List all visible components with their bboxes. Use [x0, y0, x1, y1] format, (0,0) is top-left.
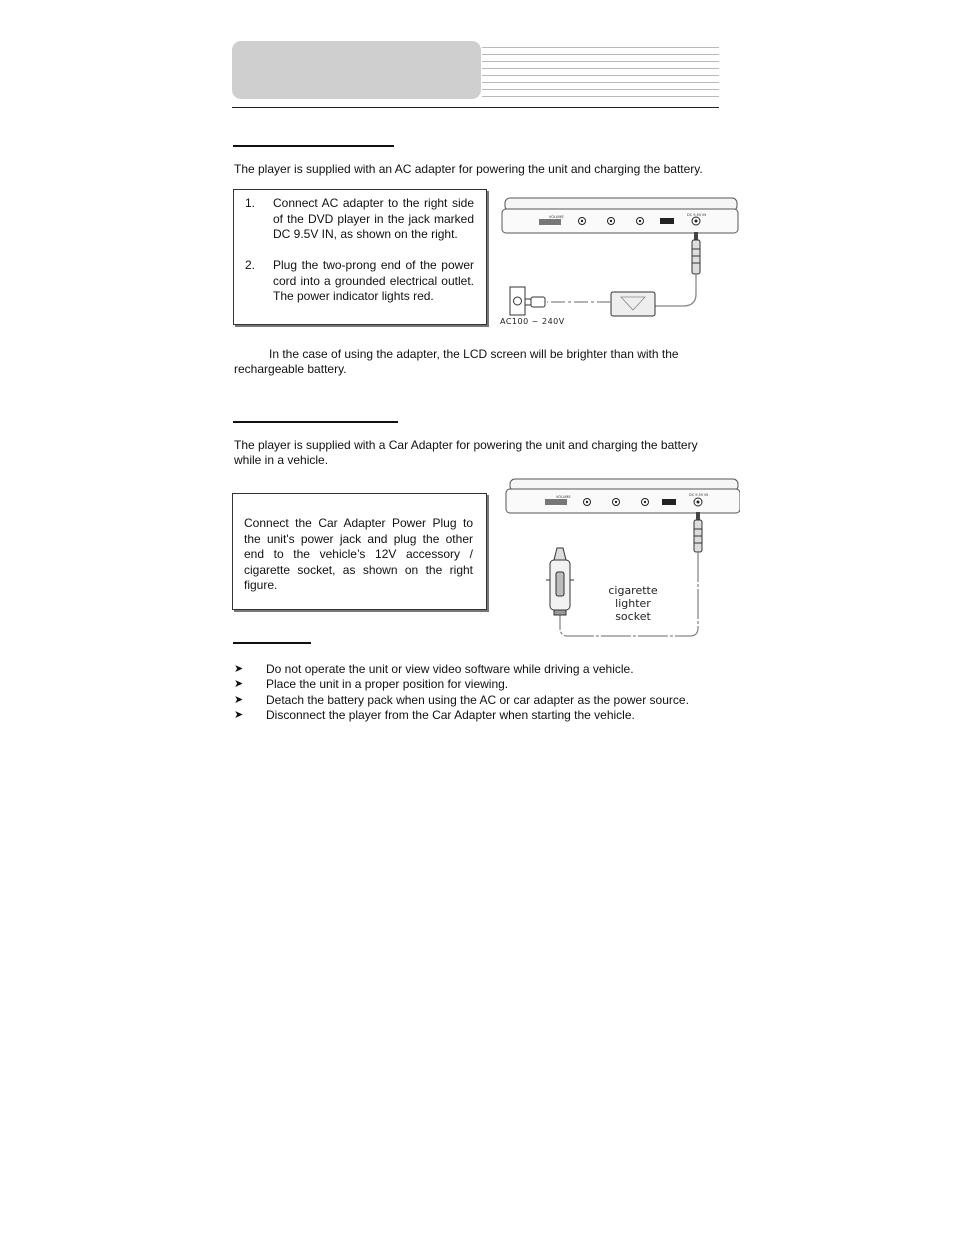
arrowhead-bullet-icon: ➤	[234, 693, 244, 706]
ac-note-line-2: rechargeable battery.	[234, 362, 347, 376]
arrowhead-bullet-icon: ➤	[234, 663, 244, 675]
arrowhead-bullet-icon: ➤	[234, 709, 244, 722]
chapter-header-tab	[232, 41, 481, 99]
cigarette-lighter-plug	[546, 548, 574, 615]
ac-step-1-text: Connect AC adapter to the right side of the DVD player in the jack marked DC 9.5V IN, as shown on the right.	[273, 196, 474, 242]
ac-instructions-box	[233, 189, 487, 325]
ac-step-2	[234, 258, 486, 322]
ac-intro-text: The player is supplied with an AC adapter for powering the unit and charging the battery.	[234, 162, 703, 176]
caution-heading-underline	[233, 642, 311, 644]
socket-label-line-2: lighter	[615, 597, 651, 610]
wall-outlet	[510, 287, 525, 315]
panel-label-volume: VOLUME	[556, 495, 571, 499]
socket-label-line-1: cigarette	[608, 584, 658, 597]
header-rule	[232, 107, 719, 108]
list-item: ➤ Do not operate the unit or view video software while driving a vehicle.	[234, 662, 634, 676]
car-adapter-figure	[502, 476, 740, 642]
arrowhead-bullet-icon: ➤	[234, 678, 244, 691]
ac-section-heading-underline	[233, 145, 394, 147]
ac-step-2-text: Plug the two-prong end of the power cord into a grounded electrical outlet. The power indicator lights red.	[273, 258, 474, 304]
ac-adapter-brick	[611, 292, 655, 316]
car-instructions-text: Connect the Car Adapter Power Plug to the unit's power jack and plug the other end to the vehicle’s 12V accessory / cigarette socket, as shown on the right figure.	[244, 516, 473, 593]
ac-step-1-number: 1.	[245, 196, 256, 210]
list-item: ➤ Detach the battery pack when using the AC or car adapter as the power source.	[234, 692, 689, 707]
ac-step-1	[234, 196, 486, 256]
ac-note-line-1: In the case of using the adapter, the LCD screen will be brighter than with the	[269, 347, 679, 361]
ac-step-2-number: 2.	[245, 258, 256, 272]
panel-label-dc-in: DC 9.5V IN	[689, 493, 708, 497]
panel-label-volume: VOLUME	[549, 215, 564, 219]
voltage-label: AC100 ~ 240V	[500, 317, 565, 326]
dvd-player-side-view	[506, 479, 740, 513]
socket-label-line-3: socket	[615, 610, 651, 623]
wall-plug	[525, 297, 545, 307]
caution-bullet-list	[234, 662, 734, 724]
car-intro-line-1: The player is supplied with a Car Adapter for powering the unit and charging the battery	[234, 438, 698, 452]
ac-adapter-figure	[497, 194, 740, 328]
dvd-player-side-view	[502, 198, 738, 233]
car-intro-line-2: while in a vehicle.	[234, 453, 329, 467]
dc-plug	[694, 512, 702, 552]
panel-label-dc-in: DC 9.5V IN	[687, 213, 706, 217]
list-item: ➤ Disconnect the player from the Car Adapter when starting the vehicle.	[234, 708, 635, 723]
dc-plug	[692, 232, 700, 274]
car-instructions-box	[232, 493, 487, 610]
header-stripes	[482, 47, 719, 97]
car-section-heading-underline	[233, 421, 398, 423]
list-item: ➤ Place the unit in a proper position for viewing.	[234, 677, 509, 692]
